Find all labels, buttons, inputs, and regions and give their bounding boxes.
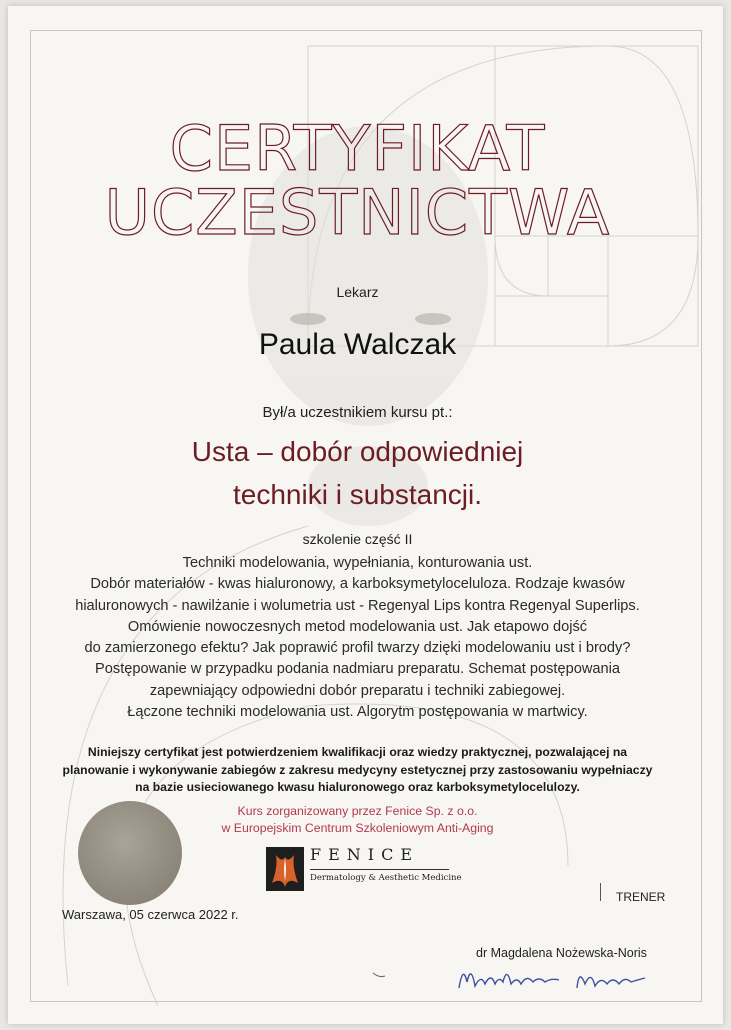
qualification-statement (0, 744, 715, 797)
description-line: zapewniający odpowiedni dobór preparatu i techniki zabiegowej. (149, 682, 566, 699)
trainer-label: TRENER (616, 890, 666, 904)
statement-line: planowanie i wykonywanie zabiegów z zakresu medycyny estetycznej przy zastosowaniu wypełniaczy (62, 762, 653, 777)
recipient-role: Lekarz (336, 284, 379, 300)
organizer-line: Kurs zorganizowany przez Fenice Sp. z o.o. (237, 804, 478, 818)
course-title (0, 430, 715, 517)
logo-subtitle: Dermatology & Aesthetic Medicine (310, 873, 462, 883)
organizer-line: w Europejskim Centrum Szkoleniowym Anti-Aging (221, 820, 494, 835)
pen-mark (372, 972, 386, 978)
hologram-seal (78, 801, 182, 905)
course-part: szkolenie część II (302, 531, 413, 547)
place-date: Warszawa, 05 czerwca 2022 r. (62, 907, 239, 922)
logo-divider (310, 869, 449, 870)
certificate-title-line1: CERTYFIKAT (169, 112, 546, 185)
phoenix-logo-icon (266, 847, 304, 891)
description-line: Techniki modelowania, wypełniania, konturowania ust. (182, 555, 533, 571)
course-title-line2: techniki i substancji. (232, 479, 482, 511)
certificate-title-line2: UCZESTNICTWA (104, 176, 611, 249)
fenice-logo (266, 845, 462, 891)
description-line: do zamierzonego efektu? Jak poprawić profil twarzy dzięki modelowaniu ust i brody? (84, 640, 631, 657)
recipient-name: Paula Walczak (258, 328, 457, 361)
trainer-divider (600, 883, 601, 901)
handwritten-signature (455, 958, 655, 998)
course-intro: Był/a uczestnikiem kursu pt.: (262, 404, 453, 421)
description-line: hialuronowych - nawilżanie i wolumetria ust - Regenyal Lips kontra Regenyal Superlips. (75, 597, 640, 614)
trainer-name: dr Magdalena Nożewska-Noris (476, 946, 647, 960)
statement-line: Niniejszy certyfikat jest potwierdzeniem kwalifikacji oraz wiedzy praktycznej, pozwalającej na (87, 745, 628, 759)
description-line: Dobór materiałów - kwas hialuronowy, a karboksymetyloceluloza. Rodzaje kwasów (90, 576, 625, 593)
course-description (0, 553, 715, 723)
description-line: Łączone techniki modelowania ust. Algorytm postępowania w martwicy. (127, 704, 588, 721)
logo-wordmark: FENICE (310, 845, 420, 864)
course-title-line1: Usta – dobór odpowiedniej (191, 436, 524, 467)
description-line: Postępowanie w przypadku podania nadmiaru preparatu. Schemat postępowania (95, 661, 620, 678)
description-line: Omówienie nowoczesnych metod modelowania ust. Jak etapowo dojść (127, 618, 588, 635)
statement-line: na bazie usieciowanego kwasu hialuronowego oraz karboksymetylocelulozy. (135, 780, 580, 795)
